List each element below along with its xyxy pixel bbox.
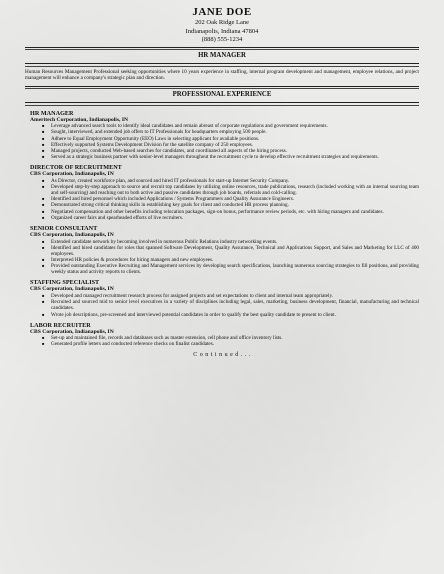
job-bullet: ■ Interpreted HR policies & procedures for hiring managers and new employees. <box>51 257 419 263</box>
job-title: STAFFING SPECIALIST <box>30 279 100 287</box>
job-bullet: ■ Demonstrated strong critical thinking skills in establishing key goals for client and conducted HR process planning. <box>51 202 419 208</box>
job-company: Ameritech Corporation, Indianapolis, IN <box>30 116 129 123</box>
job-entry <box>30 110 419 161</box>
job-company: CBS Corporation, Indianapolis, IN <box>30 171 114 178</box>
job-bullets <box>30 178 419 221</box>
continued-note: C o n t i n u e d . . . <box>193 351 251 358</box>
job-company: CBS Corporation, Indianapolis, IN <box>30 328 114 335</box>
job-bullet: ■ Served as a strategic business partner with senior-level managers throughout the recruitment cycle to develop effective recruitment strategies and requirements. <box>51 154 419 160</box>
job-bullets <box>30 123 419 160</box>
job-bullet: ■ Managed projects, conducted Web-based searches for candidates, and coordinated all aspects of the hiring process. <box>51 148 419 154</box>
job-title: HR MANAGER <box>30 109 74 117</box>
phone-line: (888) 555-1234 <box>201 36 243 43</box>
job-title: LABOR RECRUITER <box>30 321 91 329</box>
job-bullet: ■ Developed and managed recruitment research process for assigned projects and set expectations to client and internal team appropriately. <box>51 293 419 299</box>
job-bullet: ■ Identified and hired candidates for roles that spanned Software Development, Quality Assurance, Technical and Applications Support, and Sales and Marketing for LLC of 400 employees. <box>51 245 419 257</box>
job-entry <box>30 164 419 221</box>
job-bullet: ■ Generated profile letters and conducted reference checks on finalist candidates. <box>51 341 419 347</box>
job-bullet: ■ Provided outstanding Executive Recruiting and Management services by developing search specifications, launching numerous sourcing strategies to fill positions, and providing weekly status and activity reports to clients. <box>51 263 419 275</box>
resume-header <box>0 0 444 45</box>
job-bullet: ■ Extended candidate network by becoming involved in numerous Public Relations industry networking events. <box>51 239 419 245</box>
job-bullet: ■ Sought, interviewed, and extended job offers to IT Professionals for headquarters employing 500 people. <box>51 129 419 135</box>
job-bullet: ■ Negotiated compensation and other benefits including relocation packages, sign-on bonus, performance review periods, etc. with hiring managers and candidates. <box>51 209 419 215</box>
experience-rule <box>25 102 419 106</box>
job-bullet: ■ Identified and hired personnel which included Applications / Systems Programmers and Quality Assurance Engineers. <box>51 196 419 202</box>
job-bullet: ■ Wrote job descriptions, pre-screened and interviewed potential candidates in order to qualify the best quality candidate to present to client. <box>51 312 419 318</box>
candidate-name: JANE DOE <box>192 6 252 18</box>
job-bullet: ■ As Director, created workforce plan, and sourced and hired IT professionals for start-up Internet Security Company. <box>51 178 419 184</box>
city-line: Indianapolis, Indiana 47804 <box>185 27 259 35</box>
job-bullet: ■ Effectively supported Systems Development Division for the satellite company of 250 employees. <box>51 142 419 148</box>
position-title: HR MANAGER <box>198 52 246 59</box>
objective-text: Human Resources Management Professional seeking opportunities where 10 years experience in staffing, internal program development and management, employee relations, and project management will enhance a company's strategic plan and direction. <box>25 68 419 82</box>
experience-heading: PROFESSIONAL EXPERIENCE <box>172 91 272 99</box>
job-bullets <box>30 239 419 276</box>
job-title: SENIOR CONSULTANT <box>30 224 98 232</box>
job-entry <box>30 225 419 276</box>
position-rule <box>25 63 419 67</box>
job-company: CBS Corporation, Indianapolis, IN <box>30 231 114 238</box>
job-bullet: ■ Adhere to Equal Employment Opportunity (EEO) Laws in selecting applicant for available positions. <box>51 136 419 142</box>
job-bullets <box>30 335 419 347</box>
job-bullets <box>30 293 419 318</box>
address-line: 202 Oak Ridge Lane <box>195 19 249 26</box>
job-company: CBS Corporation, Indianapolis, IN <box>30 286 114 293</box>
job-bullet: ■ Leverage advanced search tools to identify ideal candidates and remain abreast of corporate regulations and government requirements. <box>51 123 419 129</box>
job-title: DIRECTOR OF RECRUITMENT <box>30 164 122 172</box>
job-bullet: ■ Set-up and maintained file, records and databases such as master extension, cell phone and office inventory lists. <box>51 335 419 341</box>
job-entry <box>30 279 419 317</box>
experience-list <box>30 110 419 348</box>
job-entry <box>30 322 419 348</box>
job-bullet: ■ Organized career fairs and spearheaded efforts of live recruiters. <box>51 215 419 221</box>
job-bullet: ■ Recruited and sourced mid to senior level executives in a variety of disciplines including legal, sales, marketing, business development, financial, manufacturing and technical candidates. <box>51 299 419 311</box>
job-bullet: ■ Developed step-by-step approach to source and recruit top candidates by utilizing online resources, trade publications, research (included working with an internal sourcing team and self-sourcing) and reaching out to both active and passive candidates through job boards, referrals and cold-calling. <box>51 184 419 196</box>
